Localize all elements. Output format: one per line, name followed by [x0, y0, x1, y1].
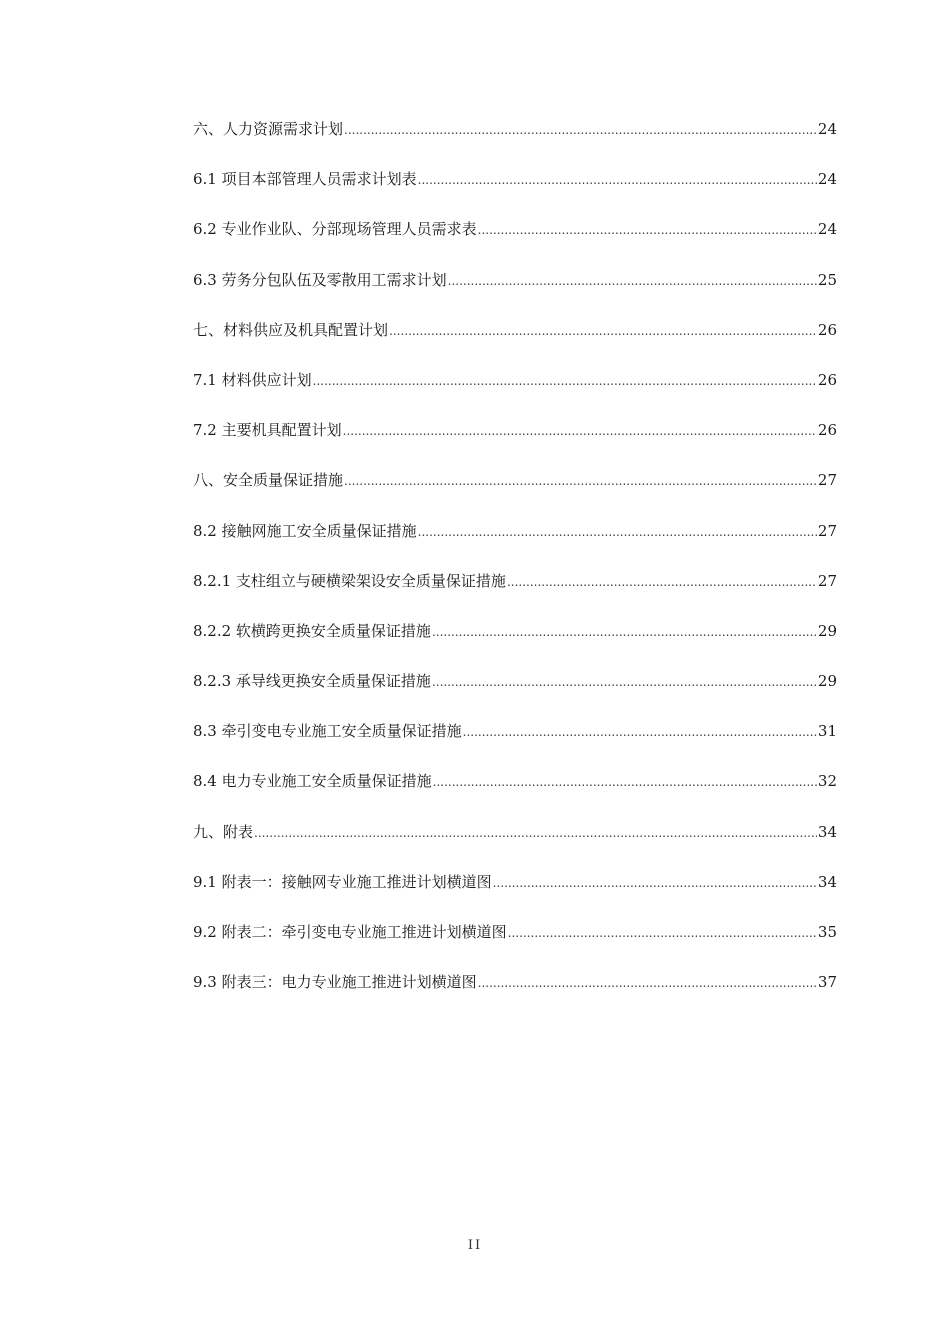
toc-entry-page: 26: [817, 320, 837, 339]
toc-entry-page: 24: [817, 220, 837, 239]
toc-entry[interactable]: [193, 117, 837, 167]
toc-entry-title: 7.1 材料供应计划: [193, 370, 312, 389]
toc-dot-leader: [254, 821, 817, 845]
toc-entry[interactable]: [193, 268, 837, 318]
toc-entry[interactable]: [193, 719, 837, 769]
toc-dot-leader: [493, 871, 817, 895]
toc-entry-page: 25: [817, 270, 837, 289]
toc-entry[interactable]: [193, 519, 837, 569]
toc-dot-leader: [344, 118, 817, 142]
toc-dot-leader: [508, 921, 817, 945]
toc-entry-page: 24: [817, 170, 837, 189]
toc-dot-leader: [418, 520, 817, 544]
toc-entry-title: 8.4 电力专业施工安全质量保证措施: [193, 772, 432, 791]
toc-entry[interactable]: [193, 418, 837, 468]
toc-entry-page: 32: [817, 772, 837, 791]
toc-entry[interactable]: [193, 820, 837, 870]
toc-dot-leader: [478, 218, 817, 242]
toc-entry-title: 8.2.3 承导线更换安全质量保证措施: [193, 672, 431, 691]
toc-entry-title: 6.1 项目本部管理人员需求计划表: [193, 170, 417, 189]
toc-entry[interactable]: [193, 920, 837, 970]
toc-entry-title: 九、附表: [193, 822, 254, 841]
toc-dot-leader: [344, 469, 817, 493]
toc-entry-page: 29: [817, 621, 837, 640]
toc-entry[interactable]: [193, 167, 837, 217]
toc-dot-leader: [507, 570, 817, 594]
toc-entry-title: 7.2 主要机具配置计划: [193, 421, 342, 440]
toc-entry-page: 26: [817, 370, 837, 389]
toc-entry-page: 27: [817, 471, 837, 490]
toc-entry[interactable]: [193, 619, 837, 669]
toc-entry-page: 35: [817, 923, 837, 941]
toc-dot-leader: [448, 269, 817, 293]
toc-entry-title: 8.2 接触网施工安全质量保证措施: [193, 521, 417, 540]
toc-entry[interactable]: [193, 569, 837, 619]
toc-entry[interactable]: [193, 769, 837, 819]
toc-entry-title: 9.2 附表二：牵引变电专业施工推进计划横道图: [193, 923, 507, 941]
toc-dot-leader: [389, 319, 817, 343]
toc-entry[interactable]: [193, 217, 837, 267]
toc-entry-page: 27: [817, 571, 837, 590]
toc-dot-leader: [432, 620, 817, 644]
toc-entry-title: 8.3 牵引变电专业施工安全质量保证措施: [193, 722, 462, 741]
toc-entry-title: 七、材料供应及机具配置计划: [193, 320, 389, 339]
toc-entry-page: 34: [817, 872, 837, 891]
toc-entry-page: 27: [817, 521, 837, 540]
toc-dot-leader: [418, 168, 817, 192]
toc-dot-leader: [463, 720, 817, 744]
page-number: II: [467, 1238, 483, 1253]
toc-entry-title: 9.3 附表三：电力专业施工推进计划横道图: [193, 973, 477, 992]
toc-dot-leader: [478, 971, 817, 995]
toc-entry[interactable]: [193, 669, 837, 719]
toc-entry[interactable]: [193, 870, 837, 920]
toc-entry-title: 6.2 专业作业队、分部现场管理人员需求表: [193, 220, 477, 239]
toc-entry-title: 8.2.1 支柱组立与硬横梁架设安全质量保证措施: [193, 571, 506, 590]
toc-entry-page: 24: [817, 120, 837, 138]
toc-entry-page: 37: [817, 973, 837, 992]
toc-entry-title: 6.3 劳务分包队伍及零散用工需求计划: [193, 270, 447, 289]
toc-entry-title: 8.2.2 软横跨更换安全质量保证措施: [193, 621, 431, 640]
toc-entry-page: 29: [817, 672, 837, 691]
toc-entry-title: 六、人力资源需求计划: [193, 120, 344, 138]
toc-dot-leader: [343, 419, 817, 443]
toc-dot-leader: [313, 369, 817, 393]
toc-entry-title: 八、安全质量保证措施: [193, 471, 344, 490]
toc-entry[interactable]: [193, 970, 837, 1020]
toc-entry-page: 34: [817, 822, 837, 841]
toc-entry[interactable]: [193, 368, 837, 418]
toc-entry-page: 31: [817, 722, 837, 741]
toc-entry[interactable]: [193, 468, 837, 518]
toc-entry-title: 9.1 附表一：接触网专业施工推进计划横道图: [193, 872, 492, 891]
toc-dot-leader: [432, 670, 817, 694]
toc-entry[interactable]: [193, 318, 837, 368]
table-of-contents: [193, 117, 837, 1020]
toc-dot-leader: [433, 770, 817, 794]
toc-entry-page: 26: [817, 421, 837, 440]
